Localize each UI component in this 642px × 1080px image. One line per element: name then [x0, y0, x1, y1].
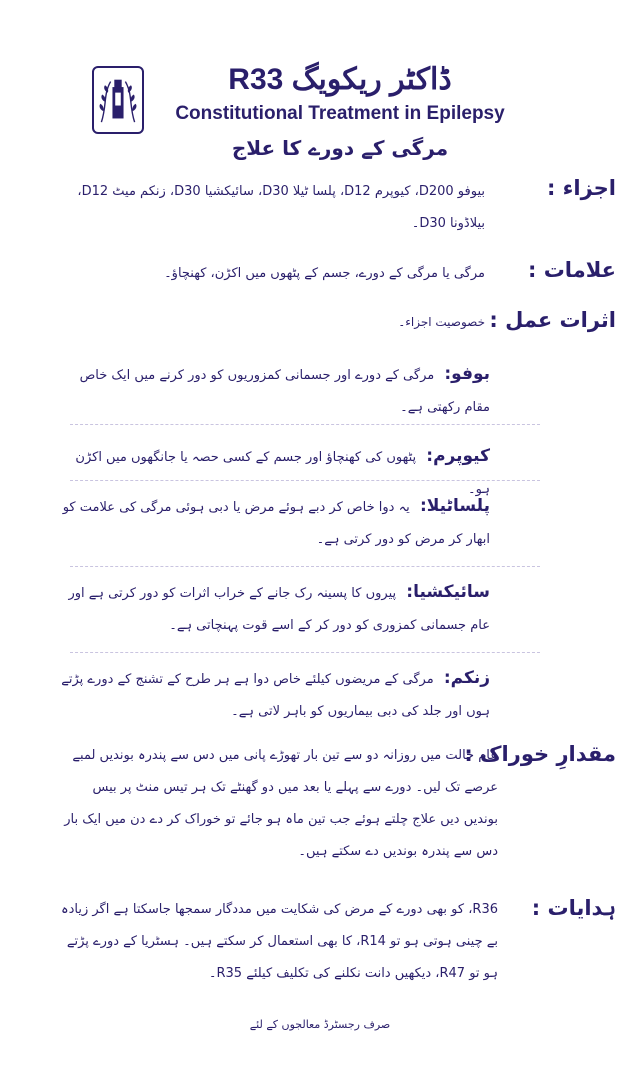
effects-label: اثرات عمل :: [489, 308, 616, 332]
instructions-text: R36، کو بھی دورے کے مرض کی شکایت میں مددگار سمجھا جاسکتا ہے اگر زیادہ بے چینی ہوتی ہو تو R14، کا بھی استعمال کر سکتے ہیں۔ ہسٹریا کے دورے پڑتے ہو تو R47، دیکھیں دانت نکلنے کی تکلیف کیلئے R35۔: [60, 902, 498, 981]
component-name: پلساٹیلا:: [419, 496, 490, 516]
component-name: کیوپرم:: [426, 446, 490, 466]
ingredients-label: اجزاء :: [546, 176, 616, 200]
component-name: زنکم:: [443, 668, 490, 688]
component-text: مرگی کے مریضوں کیلئے خاص دوا ہے ہر طرح کے تشنج کے دورے پڑتے ہوں اور جلد کی دبی بیماریوں کو باہر لاتی ہے۔: [61, 672, 490, 719]
effects-text: خصوصیت اجزاء۔: [398, 315, 485, 329]
dosage-label: مقدارِ خوراک :: [464, 742, 616, 766]
component-bufo: [58, 358, 490, 424]
instructions-label: ہدایات :: [531, 896, 616, 920]
brand-logo: [92, 66, 144, 134]
urdu-subtitle: مرگی کے دورے کا علاج: [231, 136, 449, 160]
product-title: ڈاکٹر ریکویگ R33: [228, 63, 452, 96]
english-subtitle: Constitutional Treatment in Epilepsy: [175, 103, 505, 124]
symptoms-text: مرگی یا مرگی کے دورے، جسم کے پٹھوں میں اکڑن، کھنچاؤ۔: [164, 266, 485, 281]
divider: [70, 480, 540, 481]
component-text: مرگی کے دورے اور جسمانی کمزوریوں کو دور کرنے میں ایک خاص مقام رکھتی ہے۔: [79, 368, 490, 415]
component-cyclamen: [58, 576, 490, 642]
divider: [70, 652, 540, 653]
ingredients-text: بیوفو D200، کیوپرم D12، پلسا ٹیلا D30، سائیکشیا D30، زنکم میٹ D12، بیلاڈونا D30۔: [77, 184, 485, 231]
symptoms-label: علامات :: [528, 258, 616, 282]
footer-note: صرف رجسٹرڈ معالجوں کے لئے: [249, 1018, 391, 1031]
bottle-leaf-icon: [94, 68, 142, 132]
dosage-text: عام حالت میں روزانہ دو سے تین بار تھوڑے پانی میں دس سے پندرہ بوندیں لمبے عرصے تک لیں۔ دورے سے پہلے یا بعد میں دو گھنٹے تک ہر تیس منٹ پر بیس بوندیں دیں علاج چلتے ہوئے جب تین ماہ ہو جائے تو خوراک کر دے دن میں ایک بار دس سے پندرہ بوندیں دے سکتے ہیں۔: [64, 748, 498, 859]
component-text: پٹھوں کی کھنچاؤ اور جسم کے کسی حصہ یا جانگھوں میں اکڑن ہو۔: [75, 450, 490, 497]
divider: [70, 424, 540, 425]
component-pulsatilla: [58, 490, 490, 556]
divider: [70, 566, 540, 567]
component-text: یہ دوا خاص کر دبے ہوئے مرض یا دبی ہوئی مرگی کی علامت کو ابھار کر مرض کو دور کرتی ہے۔: [62, 500, 490, 547]
component-name: بوفو:: [444, 364, 490, 384]
component-zincum: [58, 662, 490, 728]
component-name: سائیکشیا:: [406, 582, 490, 602]
component-text: پیروں کا پسینہ رک جانے کے خراب اثرات کو دور کرتی ہے اور عام جسمانی کمزوری کو دور کر کے اسے قوت پہنچاتی ہے۔: [68, 586, 490, 633]
